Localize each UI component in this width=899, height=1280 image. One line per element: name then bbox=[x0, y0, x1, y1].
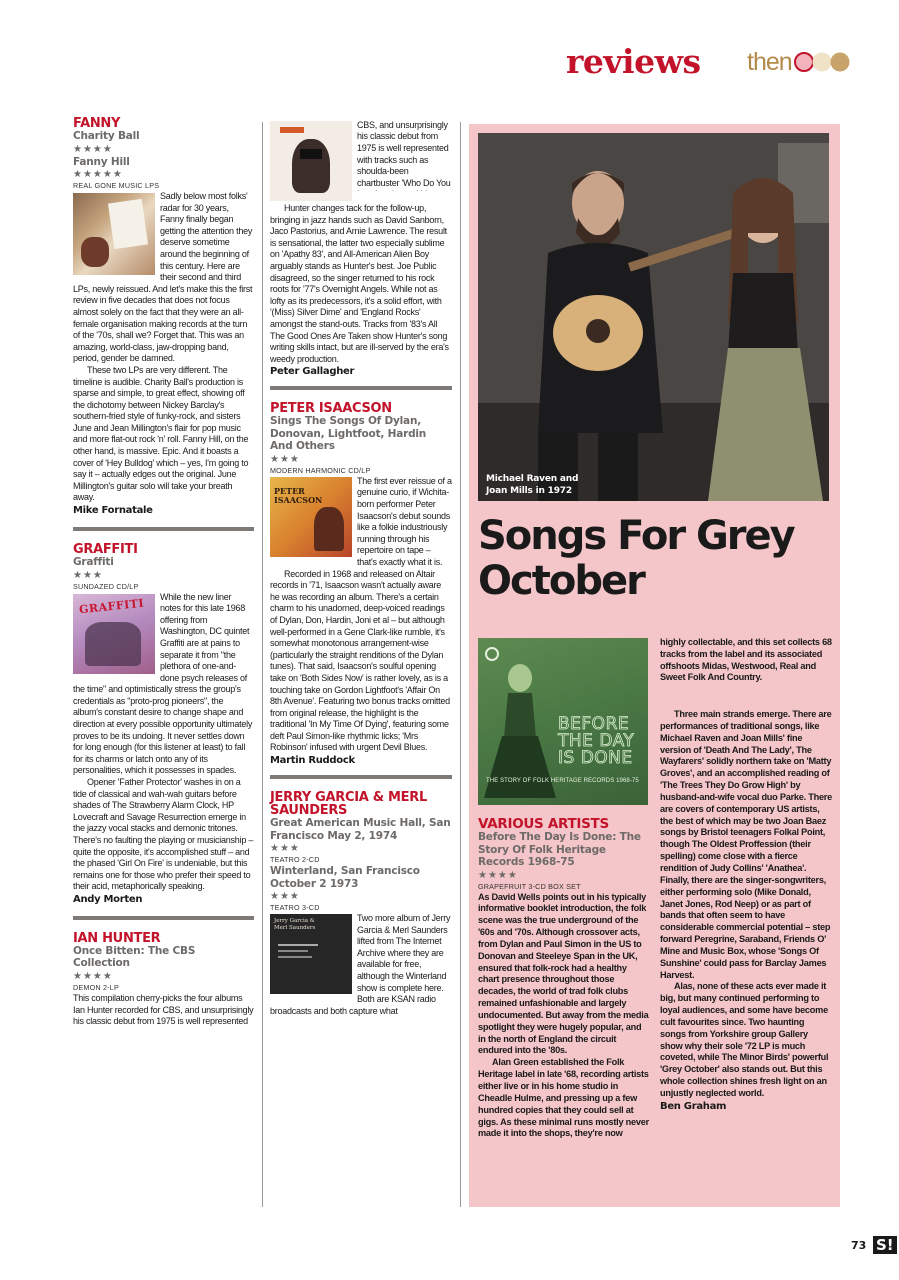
review-body: Alan Green established the Folk Heritage label in late '68, recording artists either live or in his home studio in Cheadle Hulme, and pressing up a few hundred copies that they could sell at gigs. As these minimal runs mostly never made it into the shops, they're now bbox=[478, 1057, 649, 1139]
release-label: TEATRO 2-CD bbox=[270, 855, 320, 865]
review-garcia-saunders bbox=[270, 791, 452, 1017]
column-2 bbox=[270, 120, 452, 1017]
review-body: Hunter changes tack for the follow-up, bringing in jazz hands such as David Sanborn, Jaco Pastorius, and Arnie Lawrence. The result is sensational, the latter two especially sublime on 'Apathy 83', and All-American Alien Boy arguably stands as Hunter's best. Joe Public disagreed, so the singer returned to his rock roots for '77's Overnight Angels. While not as lofty as its predecessors, it's a solid effort, with '(Miss) Silver Dime' and 'England Rocks' amongst the stand-outs. Tracks from '83's All The Good Ones Are Taken show Hunter's song writing skills intact, but are ill-served by the era's weedy production. bbox=[270, 203, 449, 364]
review-body: highly collectable, and this set collects 68 tracks from the label and its associated offshoots Midas, Westwood, Real and Sweet Folk And Country. bbox=[660, 638, 832, 683]
review-author: Ben Graham bbox=[660, 1100, 727, 1112]
star-rating: ★★★ bbox=[270, 843, 300, 855]
album-title: Charity Ball bbox=[73, 130, 140, 142]
cover-text: GRAFFITI bbox=[78, 596, 145, 616]
album-cover-image bbox=[270, 477, 352, 557]
album-title: Sings The Songs Of Dylan, Donovan, Lightfoot, Hardin And Others bbox=[270, 415, 427, 453]
release-label: DEMON 2-LP bbox=[73, 982, 119, 992]
review-body: Alas, none of these acts ever made it big, but many continued performing to loyal audiences, and some have become cult favourites since. Two haunting songs from Yorkshire group Gallery show why their sole '72 LP is much coveted, while The Minor Birds' powerful 'Grey October' also stands out. But this whole collection shines fresh light on an unjustly neglected world. bbox=[660, 981, 829, 1098]
star-rating: ★★★★ bbox=[73, 143, 113, 155]
column-divider bbox=[460, 122, 461, 1207]
artist-name: GRAFFITI bbox=[73, 542, 138, 558]
release-label: TEATRO 3-CD bbox=[270, 903, 320, 913]
page-number: 73 bbox=[851, 1239, 867, 1252]
section-header bbox=[560, 42, 860, 84]
review-body: While the new liner notes for this late 1968 offering from Washington, DC quintet Graffiti are at pains to separate it from "the plethora of one-and-done psych releases of the time" and optimistically stress the group's credentials as "proto-prog pioneers", the album's constant desire to change shape and direction at every possible opportunity ultimately proves to be its undoing. It never settles down for long enough (for this listener at least) to fall for its charms or latch onto any of its personalities, which it possesses in spades. bbox=[73, 591, 253, 776]
album-title: Great American Music Hall, San Francisco May 2, 1974 bbox=[270, 817, 451, 842]
review-author: Mike Fornatale bbox=[73, 505, 153, 517]
review-body: As David Wells points out in his typically informative booklet introduction, the folk scene was the true underground of the '60s and '70s. Although crossover acts, from Dylan and Paul Simon in the US to Donovan and Steeleye Span in the UK, ensured that folk-rock had a healthy chart presence throughout those decades, the world of trad folk clubs remained unfashionable and largely undocumented. But away from the media spotlight they were hugely popular, and in the north of England the circuit endured into the '80s. bbox=[478, 891, 649, 1056]
feature-album-cover bbox=[478, 638, 648, 805]
photo-caption: Michael Raven and Joan Mills in 1972 bbox=[486, 474, 579, 496]
cover-text: PETER ISAACSON bbox=[274, 485, 323, 505]
folk-duo-photo-icon bbox=[478, 133, 829, 501]
album-cover-image bbox=[270, 914, 352, 994]
review-body: CBS, and unsurprisingly his classic debut from 1975 is well represented with tracks such as shoulda-been chartbuster 'Who Do You bbox=[357, 120, 451, 188]
review-body: This compilation cherry-picks the four albums Ian Hunter recorded for CBS, and unsurprisingly his classic debut from 1975 is well represented bbox=[73, 992, 254, 1027]
star-rating: ★★★ bbox=[270, 453, 300, 465]
album-cover-image bbox=[270, 121, 352, 201]
release-label: MODERN HARMONIC CD/LP bbox=[270, 465, 371, 475]
feature-headline: Songs For Grey October bbox=[478, 513, 794, 604]
album-cover-image bbox=[73, 193, 155, 275]
artist-name: FANNY bbox=[73, 116, 121, 131]
artist-name: VARIOUS ARTISTS bbox=[478, 816, 609, 832]
star-rating: ★★★ bbox=[270, 891, 300, 903]
feature-column-left bbox=[478, 818, 650, 1141]
album-title: Graffiti bbox=[73, 556, 114, 569]
review-body: Recorded in 1968 and released on Altair records in '71, Isaacson wasn't actually aware he was recording an album. There's a certain charm to his unadorned, deep-voiced readings of Dylan, Don, Hardin, Joni et al – but although well-performed in a Gene Clark-like rumble, it's somewhat monotonous arrangement-wise (particularly the straight renditions of the Dylan tunes). That said, Isaacson's soulful opening take on 'Both Sides Now' is rather lovely, as is a touching take on Gordon Lightfoot's 'Affair On 8th Avenue'. Featuring two bonus tracks omitted from original release, the highlight is the traditional 'In My Time Of Dying', featuring some deft Paul Simon-like rhythmic licks; 'Mrs Robinson' infused with urgent Devil Blues. bbox=[270, 568, 450, 753]
review-body: Opener 'Father Protector' washes in on a tide of classical and wah-wah guitars before shades of The Strawberry Alarm Clock, HP Lovecraft and Savage Resurrection emerge in the jazzy vocal stacks and demonic tritones. There's no faulting the playing or musicianship – quite the opposite, it's accomplished stuff – and the phased 'Girl On Fire' is undeniable, but this remains one for those who prefer their speed to their acid, metaphorically speaking. bbox=[73, 777, 254, 892]
artist-name: IAN HUNTER bbox=[73, 930, 161, 946]
divider bbox=[270, 775, 452, 779]
feature-panel bbox=[469, 124, 840, 1207]
review-body: Sadly below most folks' radar for 30 years, Fanny finally began getting the attention they deserve sometime around the beginning of this century. Here are their second and third LPs, newly reissued. And let's make this the first review in five decades that does not focus almost solely on the fact that they were an all-female organisation making records at the turn of the '70s, shall we? Forget that. This was an amazing, world-class, jaw-dropping band, period, gender be damned. bbox=[73, 191, 253, 364]
review-peter-isaacson bbox=[270, 402, 452, 767]
page-footer bbox=[845, 1236, 899, 1258]
feature-column-right bbox=[660, 638, 832, 1113]
cover-subtitle: THE STORY OF FOLK HERITAGE RECORDS 1968-75 bbox=[486, 778, 639, 784]
album-title: Winterland, San Francisco October 2 1973 bbox=[270, 865, 420, 890]
review-ian-hunter-continued bbox=[270, 120, 452, 378]
review-author: Peter Gallagher bbox=[270, 366, 355, 378]
album-title: Fanny Hill bbox=[73, 155, 130, 168]
review-author: Andy Morten bbox=[73, 893, 143, 905]
divider bbox=[270, 386, 452, 390]
review-graffiti bbox=[73, 543, 254, 906]
album-title: Once Bitten: The CBS Collection bbox=[73, 944, 196, 970]
album-title: Before The Day Is Done: The Story Of Folk Heritage Records 1968-75 bbox=[478, 831, 641, 868]
review-fanny bbox=[73, 117, 254, 517]
star-rating: ★★★★★ bbox=[73, 169, 123, 180]
divider bbox=[73, 527, 254, 531]
cover-text: Jerry Garcia & Merl Saunders bbox=[274, 918, 316, 931]
review-author: Martin Ruddock bbox=[270, 755, 355, 767]
shindig-logo: S! bbox=[873, 1236, 897, 1254]
artist-name: PETER ISAACSON bbox=[270, 401, 392, 417]
reviews-wordmark: reviews bbox=[566, 42, 701, 81]
cover-title: BEFORE THE DAY IS DONE bbox=[558, 714, 635, 768]
review-body: These two LPs are very different. The timeline is audible. Charity Ball's production is sparse and simple, to great effect, showing off the dichotomy between Nickey Barclay's southern-fried style of funky-rock, and sisters June and Jean Millington's flair for pop music and more flat-out rock 'n' roll. Fanny Hill, on the other hand, is massive. Epic. And it boasts a cover of 'Hey Bulldog' which – yes, I'm going to say it – actually edges out the original. June Millington's guitar solo will take your breath away. bbox=[73, 364, 249, 503]
album-cover-image bbox=[73, 594, 155, 674]
release-label: SUNDAZED CD/LP bbox=[73, 581, 139, 591]
star-rating: ★★★★ bbox=[478, 869, 518, 881]
star-rating: ★★★★ bbox=[73, 970, 113, 982]
then-wordmark: then bbox=[747, 48, 792, 76]
feature-photo bbox=[478, 133, 829, 501]
review-ian-hunter bbox=[73, 932, 254, 1028]
review-body: Three main strands emerge. There are performances of traditional songs, like Michael Raven and Joan Mills' fine version of 'Death And The Lady', The Wayfarers' solidly northern take on 'Matty Groves', and an accomplished reading of 'The Trees They Do Grow High' by husband-and-wife vocal duo Parke. There are covers of contemporary US artists, the best of which may be two Joan Baez songs by Bristol teenagers Folkal Point, though The Oldest Proffession (their spelling) come close with a fierce rendition of Judy Collins' 'Anathea'. Finally, there are the singer-songwriters, either performing solo (Mike Donald, Janet Jones, Rod Neep) or as part of bands that often seem to have considerable commercial potential – step forward Peregrine, Saraband, Friends O' Mine and Music Box, whose 'Songs Of Sunshine' could pass for Barclay James Harvest. bbox=[660, 709, 832, 980]
column-divider bbox=[262, 122, 263, 1207]
release-label: GRAPEFRUIT 3-CD BOX SET bbox=[478, 881, 581, 891]
review-body: The first ever reissue of a genuine curio, if Wichita-born performer Peter Isaacson's debut sounds like a folkie industriously running through his repertoire on tape – that's exactly what it is. bbox=[357, 475, 452, 567]
circles-decoration-icon bbox=[794, 51, 854, 73]
star-rating: ★★★ bbox=[73, 569, 103, 581]
column-1 bbox=[73, 117, 254, 1028]
release-label: REAL GONE MUSIC LPS bbox=[73, 181, 160, 190]
divider bbox=[73, 916, 254, 920]
artist-name: JERRY GARCIA & MERL SAUNDERS bbox=[270, 790, 427, 819]
review-body: Two more album of Jerry Garcia & Merl Saunders lifted from The Internet Archive where they are available for free, although the Winterland show is complete here. Both are KSAN radio broadcasts and both capture what bbox=[270, 913, 451, 1016]
